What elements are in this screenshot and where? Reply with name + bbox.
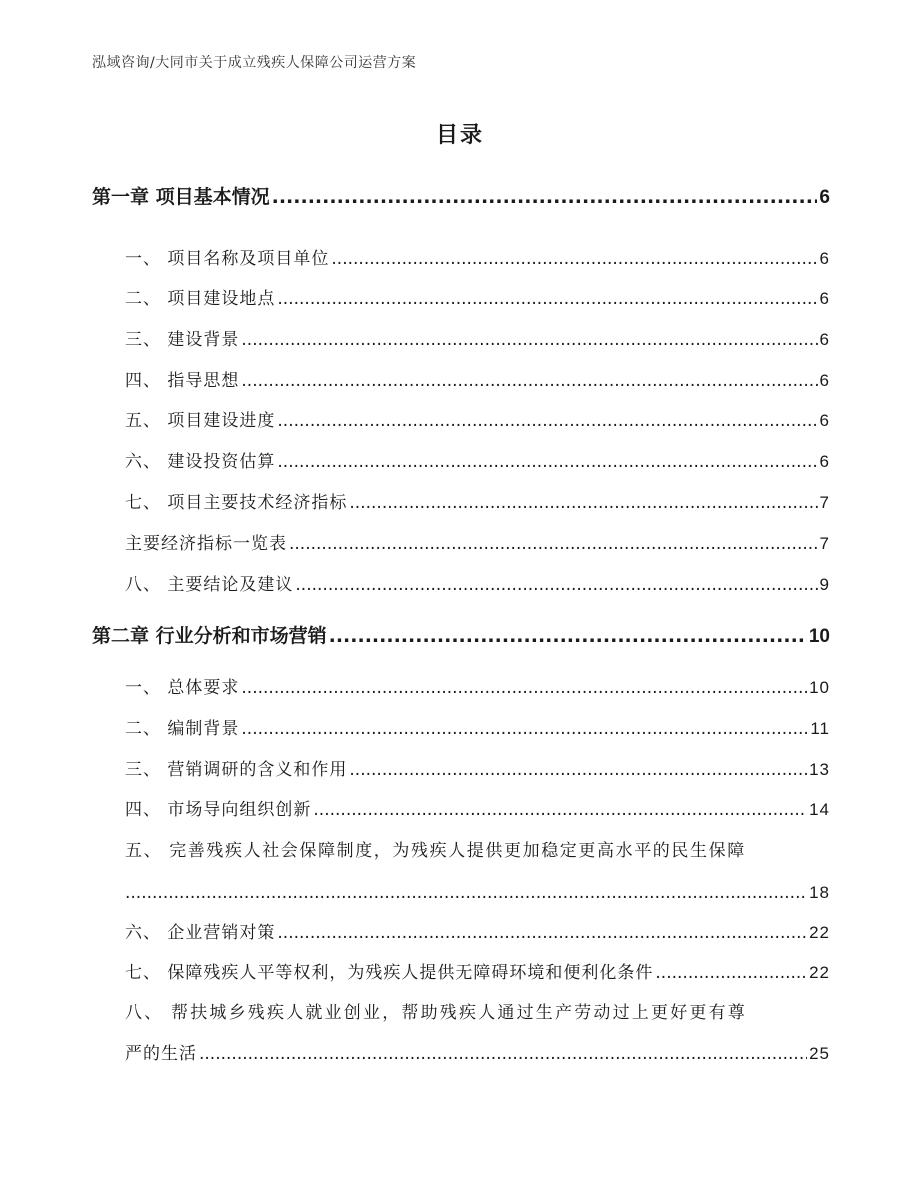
toc-entry[interactable] — [125, 716, 830, 742]
toc-entry-continuation[interactable] — [125, 1041, 830, 1067]
toc-page-number: 18 — [809, 883, 830, 902]
toc-entry-label: 三、 营销调研的含义和作用 — [125, 760, 348, 780]
toc-entry-label: 七、 保障残疾人平等权利，为残疾人提供无障碍环境和便利化条件 — [125, 963, 654, 983]
toc-page-number: 22 — [809, 963, 830, 982]
dot-leader — [241, 368, 817, 394]
dot-leader — [241, 716, 808, 742]
dot-leader — [289, 531, 818, 557]
dot-leader — [241, 675, 807, 701]
toc-entry-label: 六、 建设投资估算 — [125, 452, 276, 472]
toc-entry-label: 五、 项目建设进度 — [125, 411, 276, 431]
toc-page-number: 7 — [819, 534, 830, 553]
dot-leader — [199, 1041, 807, 1067]
toc-page-number: 10 — [809, 678, 830, 697]
toc-page-number: 6 — [819, 289, 830, 308]
toc-page-number: 22 — [809, 923, 830, 942]
toc-page-number: 6 — [819, 330, 830, 349]
toc-page-number: 25 — [809, 1044, 830, 1063]
toc-page-number: 6 — [819, 371, 830, 390]
toc-entry[interactable] — [125, 797, 830, 823]
page-header: 泓域咨询/大同市关于成立残疾人保障公司运营方案 — [92, 55, 417, 71]
dot-leader — [349, 490, 817, 516]
dot-leader — [329, 623, 807, 649]
toc-entry[interactable] — [125, 490, 830, 516]
toc-entry-label: 七、 项目主要技术经济指标 — [125, 493, 348, 513]
dot-leader — [331, 246, 817, 272]
toc-entry-label: 严的生活 — [125, 1044, 197, 1064]
toc-page-number: 10 — [808, 626, 830, 647]
dot-leader — [272, 184, 818, 210]
toc-entry[interactable] — [125, 960, 830, 986]
dot-leader — [277, 920, 807, 946]
toc-page-number: 11 — [810, 719, 830, 738]
toc-entry[interactable] — [125, 408, 830, 434]
toc-chapter-1[interactable] — [92, 184, 830, 210]
dot-leader — [277, 449, 817, 475]
toc-page-number: 14 — [809, 800, 830, 819]
toc-entry[interactable] — [125, 449, 830, 475]
toc-page-number: 7 — [819, 493, 830, 512]
toc-title: 目录 — [435, 123, 484, 148]
dot-leader — [277, 408, 817, 434]
toc-entry-continuation[interactable] — [125, 880, 830, 906]
toc-entry-label: 四、 指导思想 — [125, 371, 240, 391]
toc-entry-label: 一、 项目名称及项目单位 — [125, 249, 330, 269]
toc-page-number: 6 — [819, 411, 830, 430]
dot-leader — [125, 880, 807, 906]
toc-entry-wrapped-label[interactable]: 五、 完善残疾人社会保障制度，为残疾人提供更加稳定更高水平的民生保障 — [125, 841, 746, 861]
toc-entry[interactable] — [125, 920, 830, 946]
toc-entry[interactable] — [125, 286, 830, 312]
toc-entry-label: 六、 企业营销对策 — [125, 923, 276, 943]
toc-page-number: 13 — [809, 760, 830, 779]
toc-entry-label: 一、 总体要求 — [125, 678, 240, 698]
toc-entry-label: 三、 建设背景 — [125, 330, 240, 350]
toc-entry-label: 八、 主要结论及建议 — [125, 575, 294, 595]
toc-entry[interactable] — [125, 246, 830, 272]
dot-leader — [349, 757, 807, 783]
toc-entry-label: 第二章 行业分析和市场营销 — [92, 625, 327, 647]
toc-chapter-2[interactable] — [92, 623, 830, 649]
toc-page-number: 6 — [819, 187, 830, 208]
dot-leader — [655, 960, 807, 986]
toc-entry[interactable] — [125, 675, 830, 701]
toc-entry-wrapped-label[interactable]: 八、 帮扶城乡残疾人就业创业，帮助残疾人通过生产劳动过上更好更有尊 — [125, 1003, 748, 1023]
toc-entry-label: 二、 项目建设地点 — [125, 289, 276, 309]
toc-entry-label: 四、 市场导向组织创新 — [125, 800, 312, 820]
dot-leader — [241, 327, 817, 353]
toc-entry[interactable] — [125, 572, 830, 598]
dot-leader — [313, 797, 807, 823]
toc-entry-label: 二、 编制背景 — [125, 719, 240, 739]
toc-entry[interactable] — [125, 531, 830, 557]
dot-leader — [277, 286, 817, 312]
toc-entry[interactable] — [125, 757, 830, 783]
toc-entry-label: 主要经济指标一览表 — [125, 534, 287, 554]
toc-entry[interactable] — [125, 327, 830, 353]
toc-page-number: 6 — [819, 249, 830, 268]
toc-page-number: 9 — [819, 575, 830, 594]
toc-entry[interactable] — [125, 368, 830, 394]
toc-entry-label: 第一章 项目基本情况 — [92, 186, 270, 208]
dot-leader — [295, 572, 817, 598]
toc-page-number: 6 — [819, 452, 830, 471]
